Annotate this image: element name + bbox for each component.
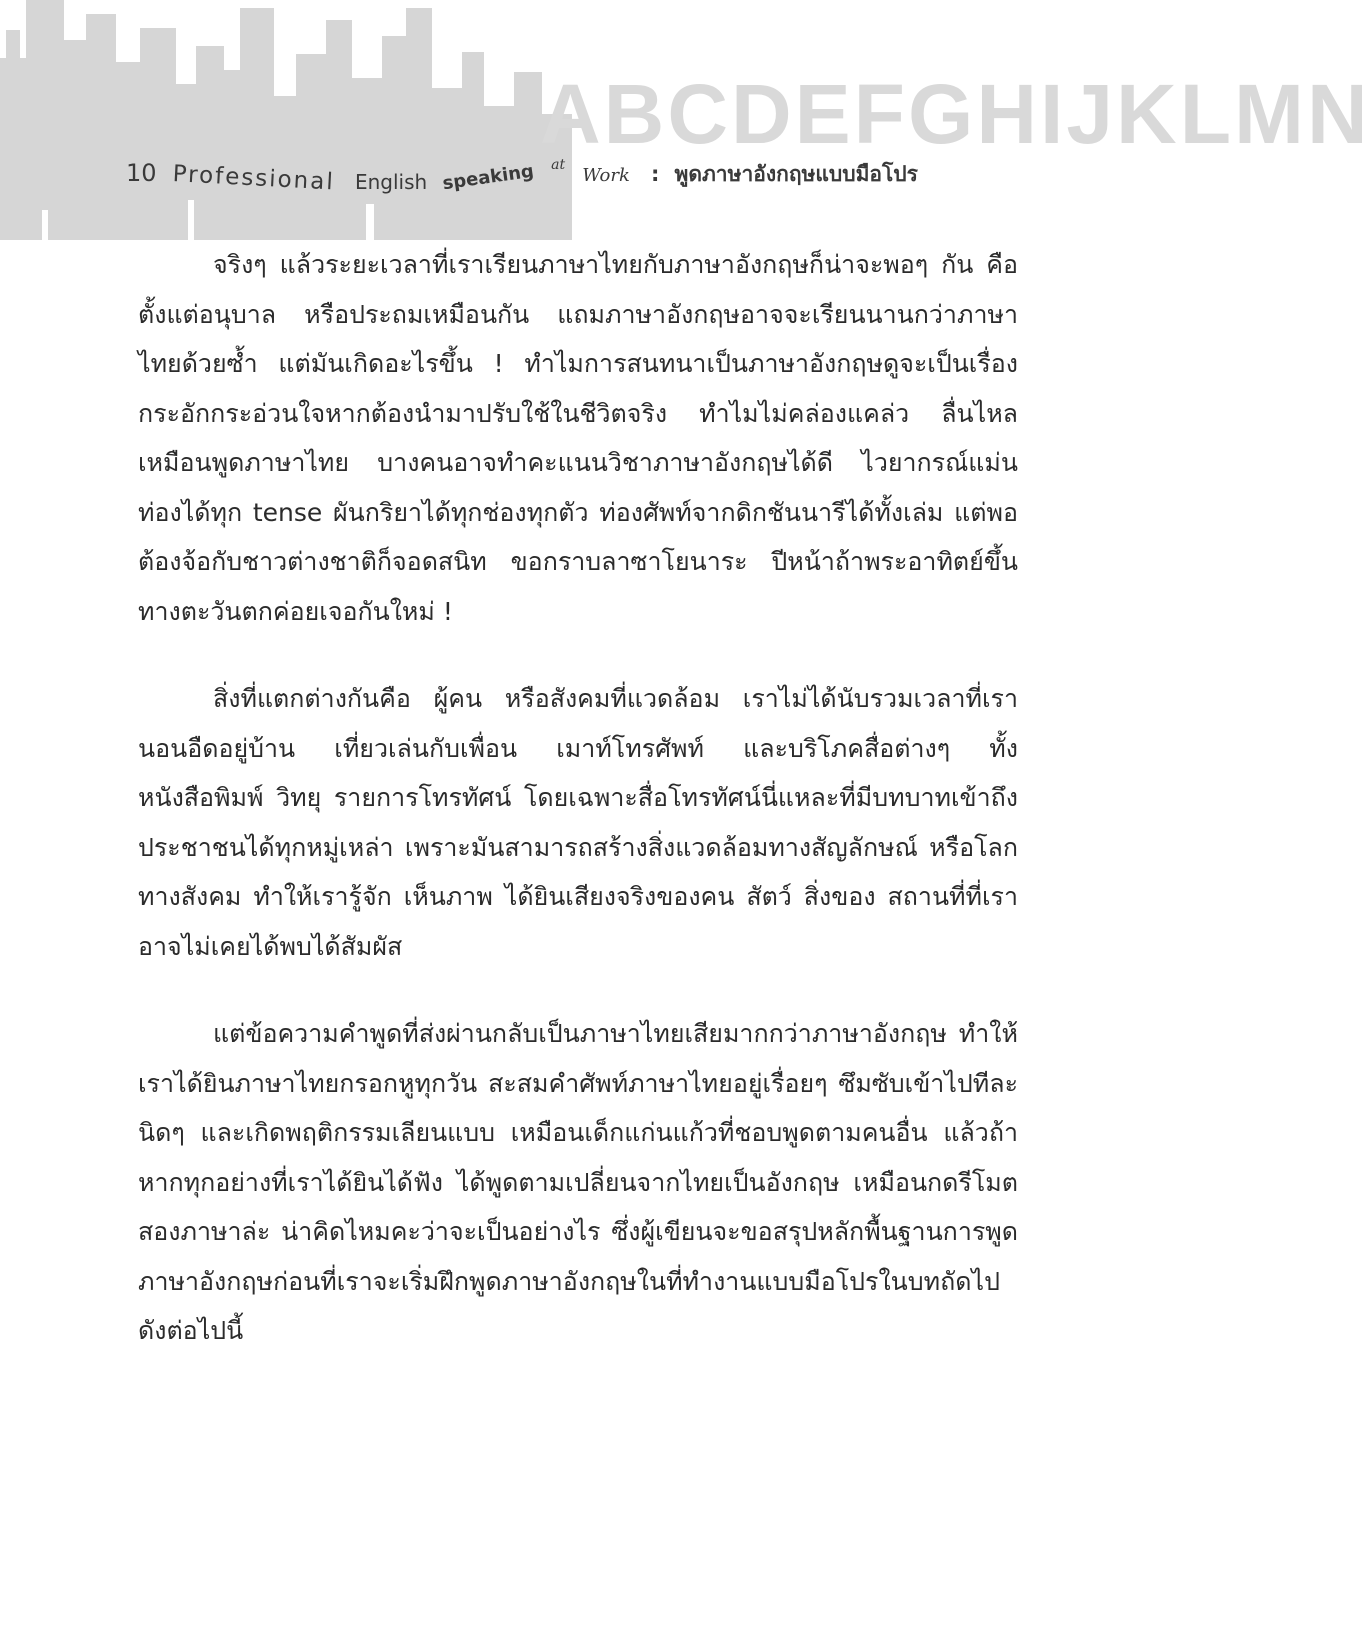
book-title-word-speaking: speaking — [441, 160, 536, 195]
page-body — [138, 240, 1018, 1394]
book-title-word-at: at — [551, 157, 566, 173]
thai-book-title: พูดภาษาอังกฤษแบบมือโปร — [674, 162, 918, 186]
book-title-word-english: English — [354, 170, 428, 194]
page-number: 10 — [126, 159, 157, 187]
alphabet-banner: ABCDEFGHIJKLMN — [540, 67, 1371, 161]
paragraph: จริงๆ แล้วระยะเวลาที่เราเรียนภาษาไทยกับภาษาอังกฤษก็น่าจะพอๆ กัน คือ ตั้งแต่อนุบาล หรือประถมเหมือนกัน แถมภาษาอังกฤษอาจจะเรียนนานกว่าภาษาไทยด้วยซ้ำ แต่มันเกิดอะไรขึ้น ! ทำไมการสนทนาเป็นภาษาอังกฤษดูจะเป็นเรื่องกระอักกระอ่วนใจหากต้องนำมาปรับใช้ในชีวิตจริง ทำไมไม่คล่องแคล่ว ลื่นไหลเหมือนพูดภาษาไทย บางคนอาจทำคะแนนวิชาภาษาอังกฤษได้ดี ไวยากรณ์แม่น ท่องได้ทุก tense ผันกริยาได้ทุกช่องทุกตัว ท่องศัพท์จากดิกชันนารีได้ทั้งเล่ม แต่พอต้องจ้อกับชาวต่างชาติก็จอดสนิท ขอกราบลาซาโยนาระ ปีหน้าถ้าพระอาทิตย์ขึ้นทางตะวันตกค่อยเจอกันใหม่ ! — [138, 250, 1018, 626]
paragraph: สิ่งที่แตกต่างกันคือ ผู้คน หรือสังคมที่แวดล้อม เราไม่ได้นับรวมเวลาที่เรานอนอืดอยู่บ้าน เที่ยวเล่นกับเพื่อน เมาท์โทรศัพท์ และบริโภคสื่อต่างๆ ทั้งหนังสือพิมพ์ วิทยุ รายการโทรทัศน์ โดยเฉพาะสื่อโทรทัศน์นี่แหละที่มีบทบาทเข้าถึงประชาชนได้ทุกหมู่เหล่า เพราะมันสามารถสร้างสิ่งแวดล้อมทางสัญลักษณ์ หรือโลกทางสังคม ทำให้เรารู้จัก เห็นภาพ ได้ยินเสียงจริงของคน สัตว์ สิ่งของ สถานที่ที่เราอาจไม่เคยได้พบได้สัมผัส — [138, 684, 1018, 961]
book-title-word-professional: Professional — [171, 161, 336, 196]
title-separator: : — [650, 162, 660, 186]
running-head — [126, 158, 918, 198]
page-header — [0, 0, 1371, 240]
book-title-word-work: Work — [582, 165, 630, 186]
paragraph: แต่ข้อความคำพูดที่ส่งผ่านกลับเป็นภาษาไทยเสียมากกว่าภาษาอังกฤษ ทำให้เราได้ยินภาษาไทยกรอกหูทุกวัน สะสมคำศัพท์ภาษาไทยอยู่เรื่อยๆ ซึมซับเข้าไปทีละนิดๆ และเกิดพฤติกรรมเลียนแบบ เหมือนเด็กแก่นแก้วที่ชอบพูดตามคนอื่น แล้วถ้าหากทุกอย่างที่เราได้ยินได้ฟัง ได้พูดตามเปลี่ยนจากไทยเป็นอังกฤษ เหมือนกดรีโมตสองภาษาล่ะ น่าคิดไหมคะว่าจะเป็นอย่างไร ซึ่งผู้เขียนจะขอสรุปหลักพื้นฐานการพูดภาษาอังกฤษก่อนที่เราจะเริ่มฝึกพูดภาษาอังกฤษในที่ทำงานแบบมือโปรในบทถัดไป ดังต่อไปนี้ — [138, 1019, 1018, 1345]
